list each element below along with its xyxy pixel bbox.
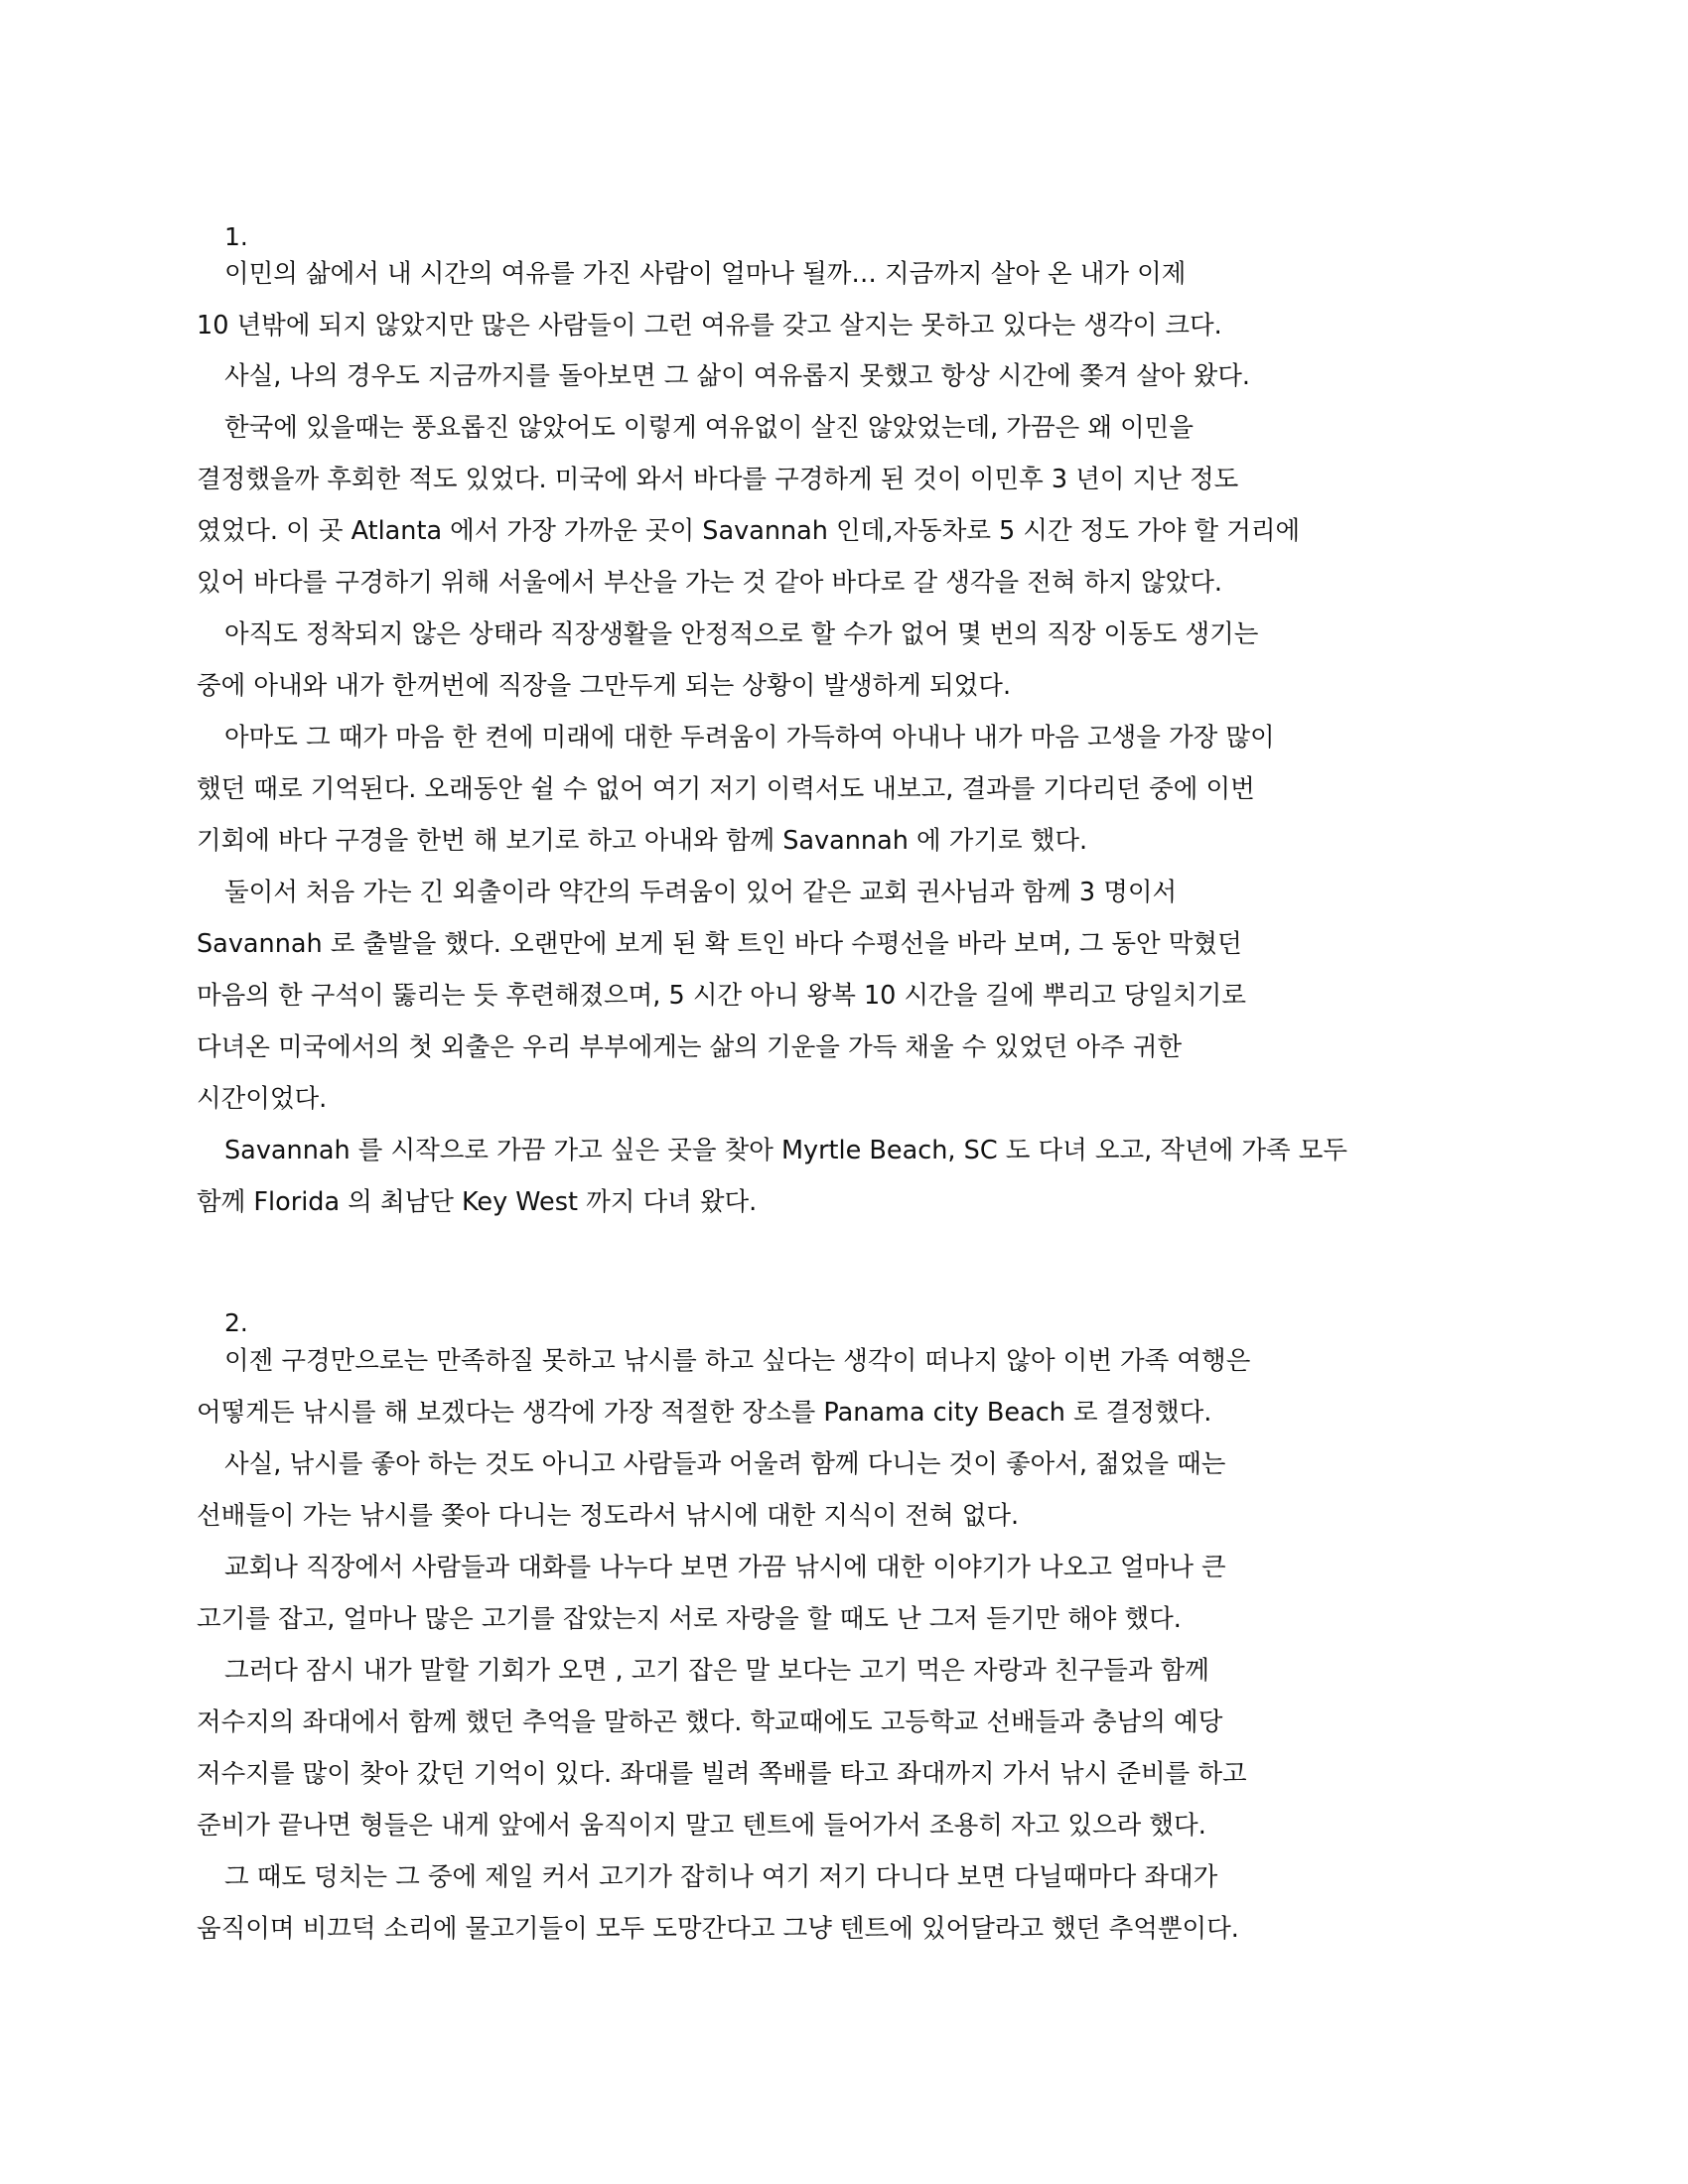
paragraph-line: 고기를 잡고, 얼마나 많은 고기를 잡았는지 서로 자랑을 할 때도 난 그저 듣기만 해야 했다.: [197, 1604, 1182, 1634]
section-number: 2.: [224, 1308, 248, 1337]
paragraph-line: Savannah 를 시작으로 가끔 가고 싶은 곳을 찾아 Myrtle Beach, SC 도 다녀 오고, 작년에 가족 모두: [224, 1136, 1347, 1165]
paragraph-line: 다녀온 미국에서의 첫 외출은 우리 부부에게는 삶의 기운을 가득 채울 수 있었던 아주 귀한: [197, 1032, 1183, 1062]
paragraph-line: 아마도 그 때가 마음 한 켠에 미래에 대한 두려움이 가득하여 아내나 내가 마음 고생을 가장 많이: [224, 723, 1275, 752]
paragraph-line: 함께 Florida 의 최남단 Key West 까지 다녀 왔다.: [197, 1187, 758, 1217]
paragraph-line: 결정했을까 후회한 적도 있었다. 미국에 와서 바다를 구경하게 된 것이 이민후 3 년이 지난 정도: [197, 465, 1239, 494]
paragraph-line: 아직도 정착되지 않은 상태라 직장생활을 안정적으로 할 수가 없어 몇 번의 직장 이동도 생기는: [224, 619, 1259, 649]
paragraph-line: 어떻게든 낚시를 해 보겠다는 생각에 가장 적절한 장소를 Panama city Beach 로 결정했다.: [197, 1398, 1212, 1428]
paragraph-line: 10 년밖에 되지 않았지만 많은 사람들이 그런 여유를 갖고 살지는 못하고 있다는 생각이 크다.: [197, 311, 1222, 341]
paragraph-line: 움직이며 비끄덕 소리에 물고기들이 모두 도망간다고 그냥 텐트에 있어달라고 했던 추억뿐이다.: [197, 1914, 1239, 1944]
paragraph-line: Savannah 로 출발을 했다. 오랜만에 보게 된 확 트인 바다 수평선을 바라 보며, 그 동안 막혔던: [197, 929, 1242, 959]
paragraph-line: 사실, 나의 경우도 지금까지를 돌아보면 그 삶이 여유롭지 못했고 항상 시간에 쫒겨 살아 왔다.: [224, 361, 1251, 391]
paragraph-line: 사실, 낚시를 좋아 하는 것도 아니고 사람들과 어울려 함께 다니는 것이 좋아서, 젊었을 때는: [224, 1449, 1226, 1479]
paragraph-line: 마음의 한 구석이 뚫리는 듯 후련해졌으며, 5 시간 아니 왕복 10 시간을 길에 뿌리고 당일치기로: [197, 981, 1247, 1011]
paragraph-line: 교회나 직장에서 사람들과 대화를 나누다 보면 가끔 낚시에 대한 이야기가 나오고 얼마나 큰: [224, 1553, 1226, 1582]
paragraph-line: 한국에 있을때는 풍요롭진 않았어도 이렇게 여유없이 살진 않았었는데, 가끔은 왜 이민을: [224, 413, 1194, 443]
paragraph-line: 둘이서 처음 가는 긴 외출이라 약간의 두려움이 있어 같은 교회 권사님과 함께 3 명이서: [224, 878, 1178, 907]
paragraph-line: 저수지의 좌대에서 함께 했던 추억을 말하곤 했다. 학교때에도 고등학교 선배들과 충남의 예당: [197, 1707, 1223, 1737]
paragraph-line: 그러다 잠시 내가 말할 기회가 오면 , 고기 잡은 말 보다는 고기 먹은 자랑과 친구들과 함께: [224, 1656, 1209, 1686]
paragraph-line: 그 때도 덩치는 그 중에 제일 커서 고기가 잡히나 여기 저기 다니다 보면 다닐때마다 좌대가: [224, 1862, 1218, 1892]
section-number: 1.: [224, 222, 248, 251]
paragraph-line: 있어 바다를 구경하기 위해 서울에서 부산을 가는 것 같아 바다로 갈 생각을 전혀 하지 않았다.: [197, 568, 1223, 598]
paragraph-line: 선배들이 가는 낚시를 쫒아 다니는 정도라서 낚시에 대한 지식이 전혀 없다.: [197, 1501, 1020, 1531]
paragraph-line: 시간이었다.: [197, 1084, 328, 1114]
paragraph-line: 기회에 바다 구경을 한번 해 보기로 하고 아내와 함께 Savannah 에 가기로 했다.: [197, 826, 1088, 856]
paragraph-line: 이젠 구경만으로는 만족하질 못하고 낚시를 하고 싶다는 생각이 떠나지 않아 이번 가족 여행은: [224, 1346, 1251, 1376]
paragraph-line: 준비가 끝나면 형들은 내게 앞에서 움직이지 말고 텐트에 들어가서 조용히 자고 있으라 했다.: [197, 1811, 1206, 1841]
paragraph-line: 였었다. 이 곳 Atlanta 에서 가장 가까운 곳이 Savannah 인데,자동차로 5 시간 정도 가야 할 거리에: [197, 516, 1301, 546]
paragraph-line: 중에 아내와 내가 한꺼번에 직장을 그만두게 되는 상황이 발생하게 되었다.: [197, 671, 1012, 701]
paragraph-line: 했던 때로 기억된다. 오래동안 쉴 수 없어 여기 저기 이력서도 내보고, 결과를 기다리던 중에 이번: [197, 774, 1255, 804]
paragraph-line: 이민의 삶에서 내 시간의 여유를 가진 사람이 얼마나 될까… 지금까지 살아 온 내가 이제: [224, 259, 1187, 289]
paragraph-line: 저수지를 많이 찾아 갔던 기억이 있다. 좌대를 빌려 쪽배를 타고 좌대까지 가서 낚시 준비를 하고: [197, 1759, 1247, 1789]
